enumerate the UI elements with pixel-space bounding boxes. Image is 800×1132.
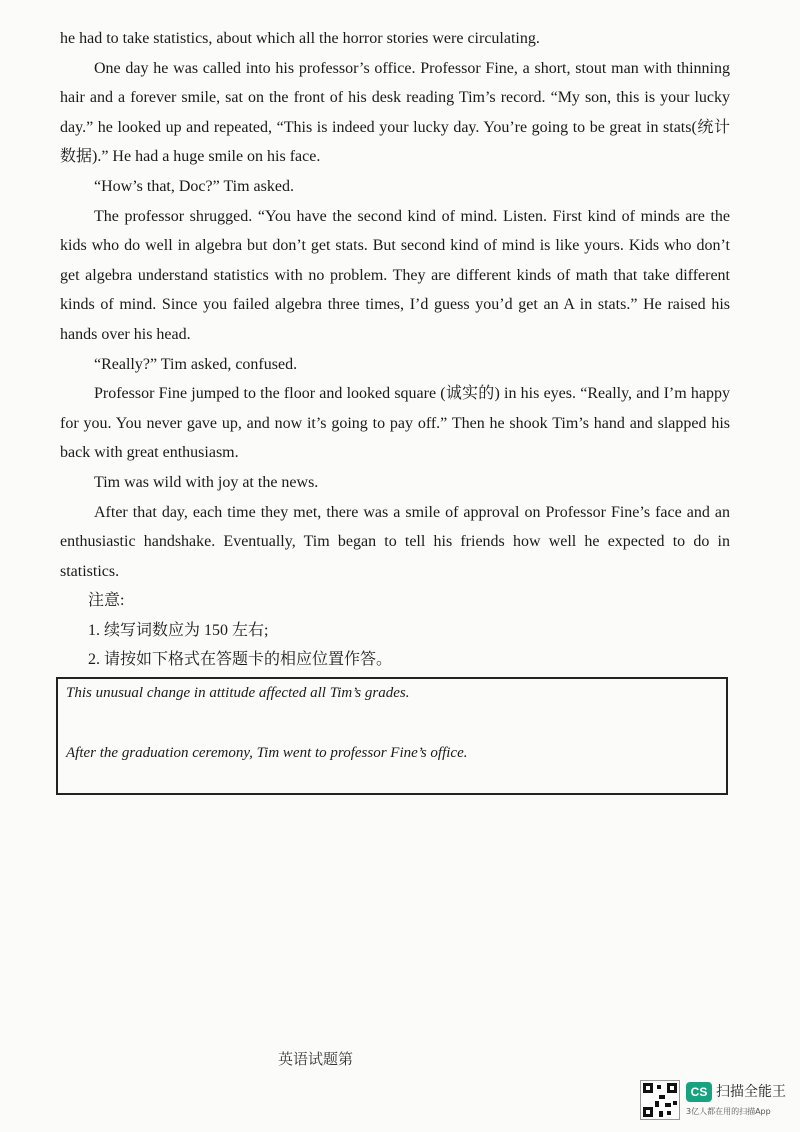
page-footer	[278, 1044, 508, 1068]
passage-paragraph-2: One day he was called into his professor’s office. Professor Fine, a short, stout man with thinning hair and a forever smile, sat on the front of his desk reading Tim’s record. “My son, this is your lucky day.” he looked up and repeated, “This is indeed your lucky day. You’re going to be great in stats(统计数据).” He had a huge smile on his face.	[60, 59, 730, 166]
passage-paragraph-1: he had to take statistics, about which all the horror stories were circulating.	[60, 30, 540, 47]
passage-paragraph-5: “Really?” Tim asked, confused.	[94, 355, 298, 373]
passage-text	[60, 24, 730, 675]
instructions	[60, 586, 730, 675]
instructions-heading: 注意:	[88, 592, 125, 610]
qr-code-icon	[640, 1080, 680, 1120]
answer-box-opening-sentence-2: After the graduation ceremony, Tim went to professor Fine’s office.	[66, 745, 468, 761]
footer-page-label: 英语试题第	[278, 1052, 354, 1068]
passage-paragraph-6: Professor Fine jumped to the floor and looked square (诚实的) in his eyes. “Really, and I’m happy for you. You never gave up, and now it’s going to pay off.” Then he shook Tim’s hand and slapped his back with great enthusiasm.	[60, 385, 730, 462]
answer-box-opening-sentence-1: This unusual change in attitude affected all Tim’s grades.	[66, 685, 410, 701]
passage-paragraph-8: After that day, each time they met, there was a smile of approval on Professor Fine’s face and an enthusiastic handshake. Eventually, Tim began to tell his friends how well he expected to do in statistics.	[60, 503, 730, 580]
passage-paragraph-4: The professor shrugged. “You have the second kind of mind. Listen. First kind of minds are the kids who do well in algebra but don’t get stats. But second kind of mind is like yours. Kids who don’t get algebra understand statistics with no problem. They are different kinds of math that take different kinds of mind. Since you failed algebra three times, I’d guess you’d get an A in stats.” He raised his hands over his head.	[60, 207, 730, 343]
instruction-item-1: 1. 续写词数应为 150 左右;	[88, 621, 269, 639]
camscanner-tagline: 3亿人都在用的扫描App	[686, 1107, 771, 1116]
instruction-item-2: 2. 请按如下格式在答题卡的相应位置作答。	[88, 651, 393, 669]
passage-paragraph-7: Tim was wild with joy at the news.	[94, 473, 319, 491]
passage-paragraph-3: “How’s that, Doc?” Tim asked.	[94, 177, 294, 195]
camscanner-brand-name: 扫描全能王	[716, 1084, 786, 1100]
answer-format-box	[56, 677, 728, 795]
camscanner-logo-icon: CS	[686, 1082, 712, 1102]
